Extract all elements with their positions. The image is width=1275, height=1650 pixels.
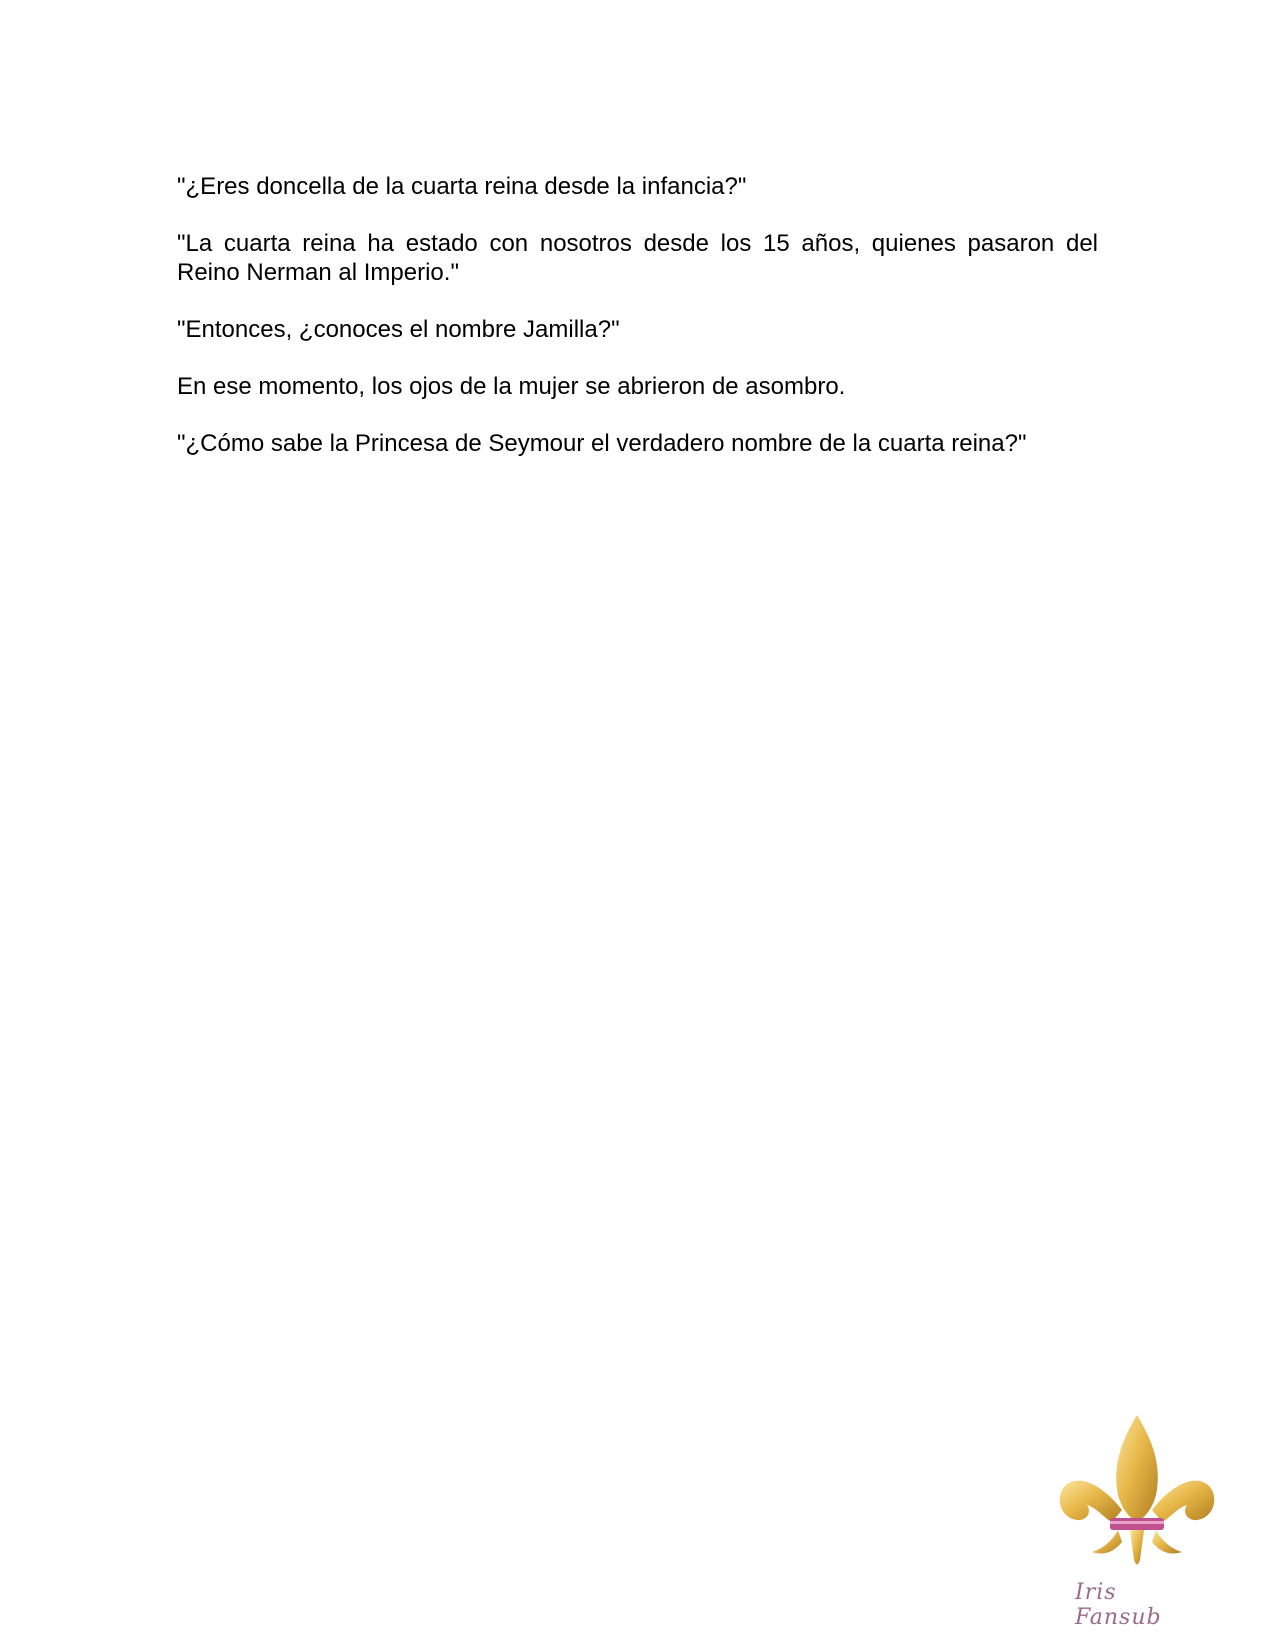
paragraph-5: "¿Cómo sabe la Princesa de Seymour el verdadero nombre de la cuarta reina?"	[177, 430, 1027, 457]
paragraph-2: "La cuarta reina ha estado con nosotros desde los 15 años, quienes pasaron del Reino Nerman al Imperio."	[177, 230, 1098, 286]
paragraph-1: "¿Eres doncella de la cuarta reina desde la infancia?"	[177, 173, 747, 200]
paragraph-4: En ese momento, los ojos de la mujer se abrieron de asombro.	[177, 373, 846, 400]
body-text	[177, 172, 1098, 486]
logo-caption: Iris Fansub	[1075, 1580, 1162, 1630]
paragraph-3: "Entonces, ¿conoces el nombre Jamilla?"	[177, 316, 620, 343]
